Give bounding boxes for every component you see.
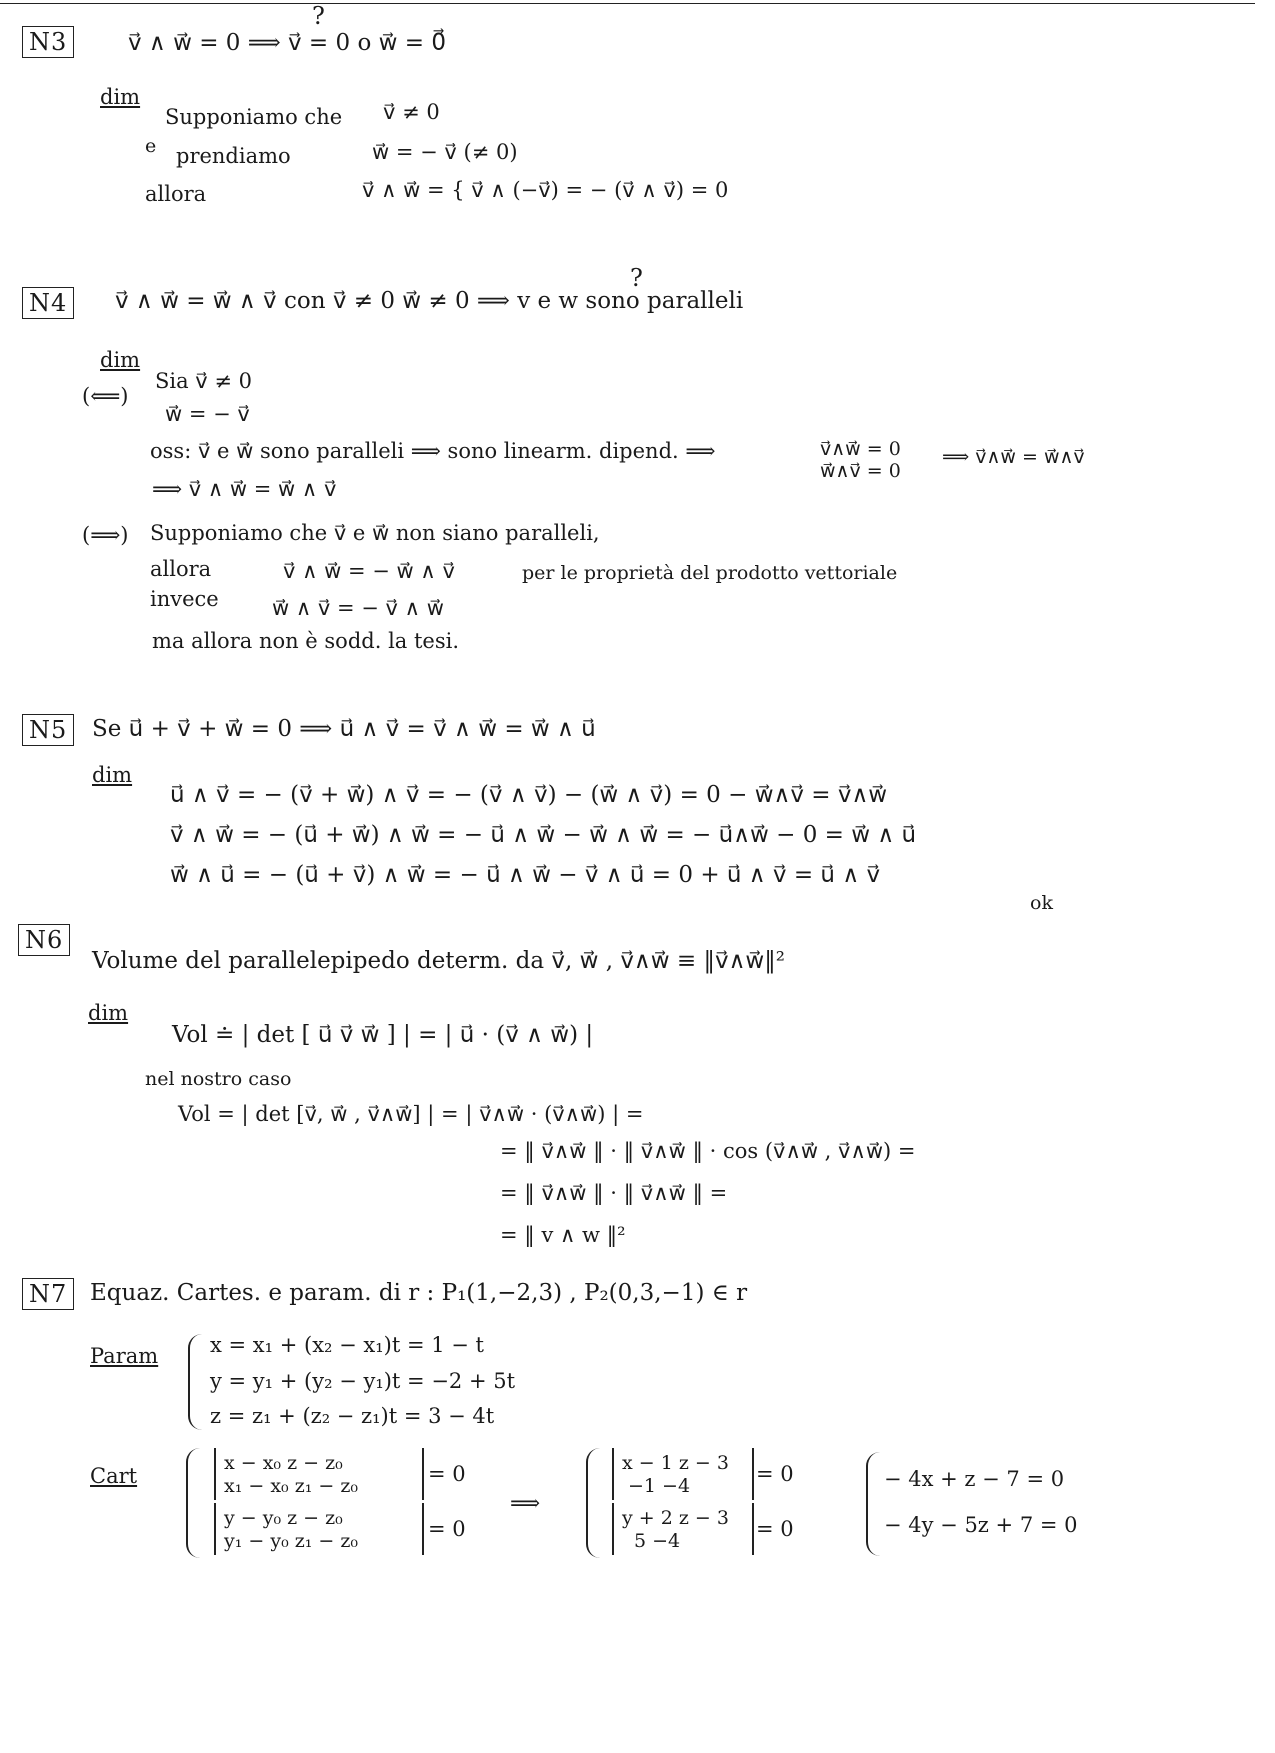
n7-det2-row2: y₁ − y₀ z₁ − z₀: [224, 1530, 358, 1552]
n7-det1-row2: x₁ − x₀ z₁ − z₀: [224, 1475, 358, 1497]
n5-label: N5: [22, 714, 74, 746]
n7-det3-row1: x − 1 z − 3: [622, 1452, 729, 1474]
n7-final-brace: [866, 1452, 880, 1556]
n6-calc4: = ‖ v ∧ w ‖²: [500, 1223, 626, 1247]
n7-param-label: Param: [90, 1344, 159, 1368]
n7-statement: Equaz. Cartes. e param. di r : P₁(1,−2,3) , P₂(0,3,−1) ∈ r: [90, 1280, 748, 1306]
n4-allora-math: v⃗ ∧ w⃗ = − w⃗ ∧ v⃗: [283, 559, 455, 583]
n4-question-mark: ?: [630, 264, 643, 292]
n7-param-y: y = y₁ + (y₂ − y₁)t = −2 + 5t: [210, 1369, 516, 1393]
n3-line2-math: w⃗ = − v⃗ (≠ 0): [372, 140, 518, 164]
n4-allora-note: per le proprietà del prodotto vettoriale: [522, 562, 898, 584]
n4-allora-text: allora: [150, 557, 212, 581]
n5-dim: dim: [92, 763, 133, 787]
n7-det3-eq0: = 0: [756, 1462, 794, 1486]
n7-det3: [612, 1448, 754, 1500]
n4-statement: v⃗ ∧ w⃗ = w⃗ ∧ v⃗ con v⃗ ≠ 0 w⃗ ≠ 0 ⟹ v e w sono paralleli: [115, 288, 744, 314]
n6-calc3: = ‖ v⃗∧w⃗ ‖ · ‖ v⃗∧w⃗ ‖ =: [500, 1181, 728, 1205]
n6-calc1: Vol = | det [v⃗, w⃗ , v⃗∧w⃗] | = | v⃗∧w⃗ · (v⃗∧w⃗) | =: [178, 1102, 644, 1126]
n4-invece-math: w⃗ ∧ v⃗ = − v⃗ ∧ w⃗: [272, 596, 444, 620]
n7-det1-eq0: = 0: [428, 1462, 466, 1486]
n3-question-mark: ?: [312, 2, 325, 30]
n5-line2: v⃗ ∧ w⃗ = − (u⃗ + w⃗) ∧ w⃗ = − u⃗ ∧ w⃗ − w⃗ ∧ w⃗ = − u⃗∧w⃗ − 0 = w⃗ ∧ u⃗: [170, 822, 917, 848]
n7-det2-row1: y − y₀ z − z₀: [224, 1507, 343, 1529]
n6-statement: Volume del parallelepipedo determ. da v⃗, w⃗ , v⃗∧w⃗ ≡ ‖v⃗∧w⃗‖²: [92, 948, 785, 974]
n4-oss-r1: v⃗∧w⃗ = 0: [820, 438, 901, 460]
n6-label: N6: [18, 924, 70, 956]
n5-statement: Se u⃗ + v⃗ + w⃗ = 0 ⟹ u⃗ ∧ v⃗ = v⃗ ∧ w⃗ = w⃗ ∧ u⃗: [92, 716, 596, 742]
n3-line1-text: Supponiamo che: [165, 105, 343, 129]
n4-invece-text: invece: [150, 587, 219, 611]
n7-det1-row1: x − x₀ z − z₀: [224, 1452, 343, 1474]
n7-label: N7: [22, 1278, 74, 1310]
n5-line1: u⃗ ∧ v⃗ = − (v⃗ + w⃗) ∧ v⃗ = − (v⃗ ∧ v⃗) − (w⃗ ∧ v⃗) = 0 − w⃗∧v⃗ = v⃗∧w⃗: [170, 782, 888, 808]
n3-line3-math: v⃗ ∧ w⃗ = { v⃗ ∧ (−v⃗) = − (v⃗ ∧ v⃗) = 0: [362, 178, 729, 202]
n3-statement: v⃗ ∧ w⃗ = 0 ⟹ v⃗ = 0 o w⃗ = 0⃗: [128, 30, 446, 56]
n7-det2: [214, 1503, 424, 1555]
n4-w-eq: w⃗ = − v⃗: [165, 402, 250, 426]
n7-param-brace: [188, 1334, 202, 1430]
n7-param-x: x = x₁ + (x₂ − x₁)t = 1 − t: [210, 1333, 484, 1357]
n4-implies: ⟹ v⃗ ∧ w⃗ = w⃗ ∧ v⃗: [152, 477, 337, 501]
n4-dim: dim: [100, 348, 141, 372]
n6-calc2: = ‖ v⃗∧w⃗ ‖ · ‖ v⃗∧w⃗ ‖ · cos (v⃗∧w⃗ , v⃗∧w⃗) =: [500, 1139, 916, 1163]
n4-label: N4: [22, 287, 74, 319]
n4-oss: oss: v⃗ e w⃗ sono paralleli ⟹ sono linearm. dipend. ⟹: [150, 439, 716, 463]
n4-supposing: Supponiamo che v⃗ e w⃗ non siano paralleli,: [150, 521, 600, 545]
n7-final-eq2: − 4y − 5z + 7 = 0: [884, 1513, 1078, 1537]
n6-volume-def: Vol ≐ | det [ u⃗ v⃗ w⃗ ] | = | u⃗ · (v⃗ ∧ w⃗) |: [172, 1022, 594, 1048]
n3-line2-text: prendiamo: [176, 144, 291, 168]
n7-cart-label: Cart: [90, 1464, 138, 1488]
n4-oss-r2: w⃗∧v⃗ = 0: [820, 460, 901, 482]
n3-line3-text: allora: [145, 182, 207, 206]
n5-line3: w⃗ ∧ u⃗ = − (u⃗ + v⃗) ∧ w⃗ = − u⃗ ∧ w⃗ − v⃗ ∧ u⃗ = 0 + u⃗ ∧ v⃗ = u⃗ ∧ v⃗: [170, 862, 881, 888]
n4-sia: Sia v⃗ ≠ 0: [155, 369, 253, 393]
n7-final-eq1: − 4x + z − 7 = 0: [884, 1467, 1065, 1491]
n3-dim: dim: [100, 85, 141, 109]
n7-det4-row1: y + 2 z − 3: [622, 1507, 729, 1529]
n7-det2-eq0: = 0: [428, 1517, 466, 1541]
n6-dim: dim: [88, 1001, 129, 1025]
n7-det3-row2: −1 −4: [628, 1475, 691, 1497]
n4-right-arrow: (⟹): [82, 523, 129, 547]
n7-det4: [612, 1503, 754, 1555]
n3-line2-e: e: [145, 135, 157, 157]
top-rule: [0, 3, 1255, 4]
n3-line1-math: v⃗ ≠ 0: [383, 100, 440, 124]
n7-implies: ⟹: [510, 1491, 541, 1515]
n4-oss-r3: ⟹ v⃗∧w⃗ = w⃗∧v⃗: [942, 446, 1085, 468]
n4-left-arrow: (⟸): [82, 384, 129, 408]
n7-det1: [214, 1448, 424, 1500]
n5-ok: ok: [1030, 892, 1053, 914]
n7-param-z: z = z₁ + (z₂ − z₁)t = 3 − 4t: [210, 1404, 495, 1428]
n7-subst-brace: [586, 1448, 600, 1558]
n3-label: N3: [22, 26, 74, 58]
n6-nel: nel nostro caso: [145, 1068, 292, 1090]
n7-cart-brace: [186, 1448, 200, 1558]
n7-det4-eq0: = 0: [756, 1517, 794, 1541]
n4-conclusion: ma allora non è sodd. la tesi.: [152, 629, 460, 653]
n7-det4-row2: 5 −4: [634, 1530, 681, 1552]
